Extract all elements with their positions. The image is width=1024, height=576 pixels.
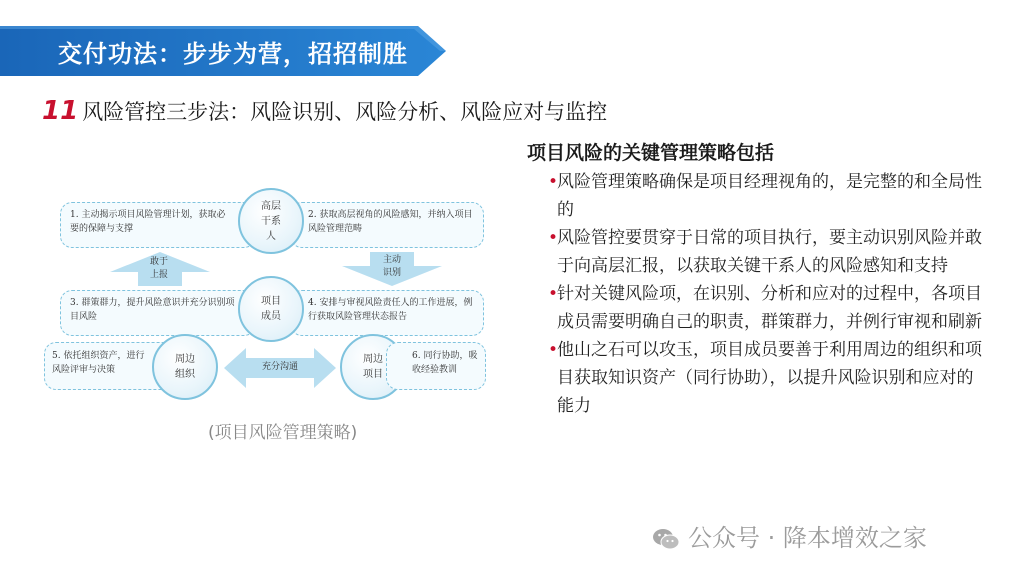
bullet-icon: • bbox=[548, 284, 559, 304]
strategy-item bbox=[550, 280, 990, 336]
strategy-item-text: 风险管控要贯穿于日常的项目执行，要主动识别风险并敢于向高层汇报，以获取关键干系人的风险感知和支持 bbox=[557, 228, 982, 276]
strategy-title: 项目风险的关键管理策略包括 bbox=[527, 142, 775, 164]
section-heading bbox=[42, 96, 607, 126]
strategy-list bbox=[550, 168, 990, 420]
arrow-bidirectional-label: 充分沟通 bbox=[261, 362, 298, 372]
bullet-icon: • bbox=[548, 340, 559, 360]
arrow-up-label: 敢于上报 bbox=[149, 257, 168, 280]
node-project-members-label: 项目成员 bbox=[261, 296, 281, 322]
strategy-item bbox=[550, 336, 990, 420]
diagram-text-5: 5. 依托组织资产，进行风险评审与决策 bbox=[52, 351, 145, 375]
node-peripheral-project-label: 周边项目 bbox=[363, 354, 383, 380]
strategy-item-text: 风险管理策略确保是项目经理视角的，是完整的和全局性的 bbox=[557, 172, 982, 220]
watermark-text: 公众号 · 降本增效之家 bbox=[688, 524, 927, 552]
node-peripheral-org-label: 周边组织 bbox=[175, 354, 195, 380]
diagram-text-4: 4. 安排与审视风险责任人的工作进展，例行获取风险管理状态报告 bbox=[308, 298, 473, 322]
bullet-icon: • bbox=[548, 172, 559, 192]
strategy-item-text: 针对关键风险项，在识别、分析和应对的过程中，各项目成员需要明确自己的职责，群策群力，并例行审视和刷新 bbox=[557, 284, 982, 332]
strategy-item bbox=[550, 224, 990, 280]
arrow-down-label: 主动识别 bbox=[382, 255, 401, 278]
diagram-text-6: 6. 同行协助，吸收经验教训 bbox=[412, 351, 478, 375]
node-stakeholders-label: 高层干系人 bbox=[261, 200, 281, 242]
strategy-item-text: 他山之石可以攻玉，项目成员要善于利用周边的组织和项目获取知识资产（同行协助），以提升风险识别和应对的能力 bbox=[557, 340, 982, 416]
diagram-caption: (项目风险管理策略) bbox=[208, 423, 358, 443]
watermark bbox=[652, 518, 927, 553]
diagram-text-3: 3. 群策群力，提升风险意识并充分识别项目风险 bbox=[70, 298, 235, 322]
node-project-members bbox=[238, 276, 304, 342]
risk-strategy-diagram bbox=[52, 178, 492, 404]
title-banner bbox=[0, 26, 448, 76]
section-number: 11 bbox=[42, 96, 79, 126]
node-stakeholders bbox=[238, 188, 304, 254]
diagram-text-1: 1. 主动揭示项目风险管理计划，获取必要的保障与支撑 bbox=[70, 210, 226, 234]
node-peripheral-org bbox=[152, 334, 218, 400]
strategy-item bbox=[550, 168, 990, 224]
banner-title: 交付功法：步步为营，招招制胜 bbox=[58, 40, 408, 68]
section-title: 风险管控三步法：风险识别、风险分析、风险应对与监控 bbox=[82, 100, 608, 124]
diagram-text-2: 2. 获取高层视角的风险感知，并纳入项目风险管理范畴 bbox=[308, 210, 473, 234]
wechat-icon bbox=[652, 527, 680, 551]
bullet-icon: • bbox=[548, 228, 559, 248]
